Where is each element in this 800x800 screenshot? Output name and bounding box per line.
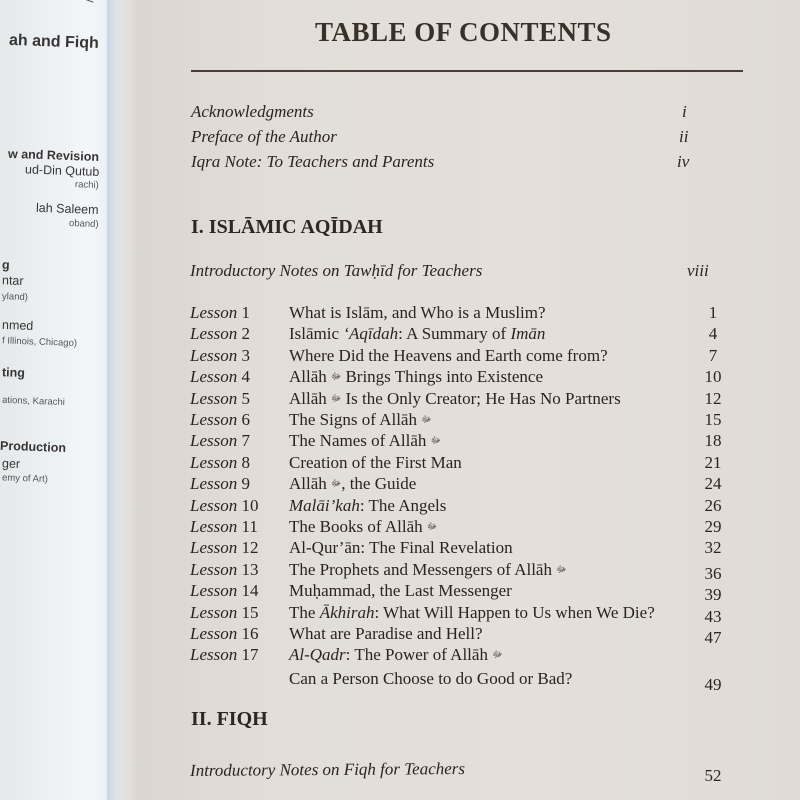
lesson-title-term: Malāi’kah [289, 495, 360, 515]
toc-page-number: 39 [704, 585, 722, 605]
lesson-title-term: Al-Qadr [289, 645, 346, 665]
toc-page-number: 52 [704, 766, 722, 785]
toc-page-number: 36 [704, 563, 722, 583]
lesson-word: Lesson [190, 367, 238, 387]
credit-heading: Production [0, 438, 67, 455]
toc-entry-lesson-12[interactable] [289, 539, 513, 556]
toc-entry-lesson-17-subtitle[interactable]: Can a Person Choose to do Good or Bad? [289, 668, 573, 688]
toc-page-number: 18 [704, 431, 722, 451]
toc-entry-lesson-15[interactable] [289, 604, 655, 621]
lesson-title-text: : The Power of Allāh [345, 645, 493, 665]
toc-entry-lesson-2[interactable] [289, 325, 545, 342]
credit-affiliation: ations, Karachi [1, 394, 66, 408]
lesson-index: 2 [241, 324, 250, 344]
credit-heading: ting [1, 365, 26, 380]
lesson-index: 14 [241, 581, 259, 601]
lesson-title-text: : The Angels [359, 495, 447, 515]
lesson-title-text: Allāh [289, 474, 332, 494]
lesson-word: Lesson [190, 452, 238, 472]
lesson-number [190, 518, 258, 535]
lesson-title-text: Allāh [289, 388, 332, 408]
lesson-word: Lesson [190, 645, 238, 665]
honorific-icon: ﷻ [430, 435, 441, 446]
toc-entry-lesson-5[interactable] [289, 390, 621, 407]
toc-entry-lesson-10[interactable] [289, 497, 446, 514]
toc-page-number: 15 [704, 410, 722, 429]
lesson-title-text: What is Islām, and Who is a Muslim? [289, 303, 546, 322]
credit-affiliation: rachi) [75, 179, 100, 191]
lesson-number [190, 432, 250, 449]
lesson-number [190, 625, 258, 642]
lesson-title-term: ‘Aqīdah [343, 324, 399, 344]
lesson-word: Lesson [190, 581, 238, 601]
toc-entry-preface[interactable]: Preface of the Author [191, 127, 337, 146]
page-title: TABLE OF CONTENTS [315, 17, 612, 47]
lesson-index: 17 [241, 645, 259, 665]
lesson-number [190, 582, 258, 599]
toc-entry-acknowledgments[interactable]: Acknowledgments [191, 102, 314, 121]
credit-affiliation: yland) [1, 291, 29, 303]
section-heading-fiqh: II. FIQH [191, 708, 268, 730]
lesson-index: 5 [241, 388, 250, 408]
lesson-number [190, 646, 258, 663]
credit-name: nmed [1, 317, 34, 333]
lesson-number [190, 390, 250, 407]
credit-name: ntar [1, 273, 24, 288]
toc-page-number: viii [687, 261, 709, 280]
toc-page-number: 1 [708, 303, 718, 322]
lesson-index: 13 [241, 559, 259, 579]
honorific-icon: ﷻ [426, 521, 438, 531]
lesson-word: Lesson [190, 431, 238, 451]
lesson-index: 8 [241, 452, 250, 472]
lesson-title-text: The Prophets and Messengers of Allāh [289, 559, 557, 579]
lesson-word: Lesson [190, 345, 238, 365]
credit-name: lah Saleem [36, 200, 100, 217]
lesson-number [190, 475, 250, 492]
lesson-title-text: Muḥammad, the Last Messenger [289, 581, 512, 601]
toc-page-number: 47 [704, 628, 722, 647]
lesson-index: 4 [241, 367, 250, 387]
lesson-index: 11 [241, 517, 258, 536]
lesson-word: Lesson [190, 303, 238, 322]
left-page [0, 0, 107, 800]
toc-entry-lesson-7[interactable] [289, 432, 441, 449]
title-rule [191, 70, 743, 72]
credit-affiliation: oband) [69, 217, 100, 230]
credit-heading: g [1, 257, 10, 272]
lesson-index: 1 [241, 303, 250, 322]
toc-page-number: 21 [704, 452, 722, 472]
lesson-number [190, 411, 250, 428]
lesson-title-text: The Books of Allāh [289, 517, 427, 536]
lesson-word: Lesson [190, 495, 238, 515]
lesson-number [190, 304, 250, 321]
lesson-number [190, 561, 258, 578]
lesson-title-text: The [289, 602, 320, 622]
credit-affiliation: f Illinois, Chicago) [1, 335, 78, 349]
lesson-title-text: The Signs of Allāh [289, 410, 422, 429]
honorific-icon: ﷻ [331, 478, 342, 489]
honorific-icon: ﷻ [331, 371, 342, 382]
lesson-number [190, 368, 250, 385]
lesson-number [190, 347, 250, 364]
toc-entry-lesson-13[interactable] [289, 561, 566, 578]
lesson-number [190, 539, 258, 556]
lesson-title-text: What are Paradise and Hell? [289, 624, 483, 643]
toc-page-number: 26 [704, 495, 722, 515]
lesson-word: Lesson [190, 624, 238, 643]
lesson-word: Lesson [190, 602, 238, 622]
toc-entry-iqra-note[interactable]: Iqra Note: To Teachers and Parents [191, 152, 435, 171]
lesson-word: Lesson [190, 474, 238, 494]
lesson-title-text: Al-Qur’ān: The Final Revelation [289, 538, 513, 558]
section-heading-aqidah: I. ISLĀMIC AQĪDAH [191, 216, 383, 238]
toc-entry-lesson-17[interactable] [289, 646, 502, 663]
honorific-icon: ﷻ [556, 563, 567, 574]
lesson-title-text: Islāmic [289, 324, 344, 344]
toc-entry-tawhid-intro[interactable]: Introductory Notes on Tawḥīd for Teachers [190, 261, 483, 280]
lesson-word: Lesson [190, 538, 238, 558]
lesson-index: 12 [241, 538, 259, 558]
lesson-title-text: , the Guide [341, 474, 417, 494]
book-gutter [107, 0, 137, 800]
lesson-title-text: Is the Only Creator; He Has No Partners [341, 388, 621, 408]
lesson-word: Lesson [190, 559, 238, 579]
honorific-icon: ﷻ [421, 414, 432, 424]
toc-entry-lesson-16[interactable] [289, 625, 483, 642]
lesson-number [190, 454, 250, 471]
lesson-number [190, 604, 258, 621]
lesson-index: 15 [241, 602, 259, 622]
toc-page-number: ii [679, 127, 689, 146]
lesson-index: 9 [241, 474, 250, 494]
toc-page-number: 24 [704, 474, 722, 494]
lesson-number [190, 325, 250, 342]
lesson-title-text: Creation of the First Man [289, 452, 462, 472]
credit-name: ud-Din Qutub [24, 162, 100, 179]
lesson-title-text: : A Summary of [398, 324, 511, 344]
toc-page [137, 0, 800, 800]
toc-entry-lesson-3[interactable] [289, 347, 608, 364]
honorific-icon: ﷻ [492, 649, 503, 660]
toc-page-number: i [682, 102, 687, 121]
toc-page-number: 10 [704, 367, 722, 387]
toc-page-number: 29 [704, 517, 722, 536]
toc-page-number: 7 [708, 345, 718, 365]
credit-name: ger [1, 456, 21, 471]
toc-page-number: 43 [704, 606, 722, 626]
lesson-index: 3 [241, 345, 250, 365]
toc-entry-lesson-1[interactable] [289, 304, 546, 321]
toc-page-number: 4 [708, 324, 718, 344]
lesson-title-text: Allāh [289, 367, 332, 387]
lesson-title-term: Ākhirah [319, 602, 375, 622]
decorative-rule [72, 0, 93, 3]
lesson-title-text: The Names of Allāh [289, 431, 431, 451]
toc-entry-lesson-9[interactable] [289, 475, 416, 492]
toc-entry-lesson-11[interactable] [289, 518, 437, 535]
toc-entry-lesson-4[interactable] [289, 368, 543, 385]
lesson-index: 10 [241, 495, 259, 515]
lesson-index: 16 [241, 624, 259, 643]
lesson-word: Lesson [190, 324, 238, 344]
lesson-word: Lesson [190, 517, 238, 536]
toc-entry-fiqh-intro[interactable]: Introductory Notes on Fiqh for Teachers [189, 759, 466, 780]
toc-page-number: iv [677, 152, 690, 171]
toc-page-number: 32 [704, 538, 722, 558]
lesson-word: Lesson [190, 410, 238, 429]
lesson-title-text: : What Will Happen to Us when We Die? [374, 602, 655, 622]
lesson-index: 6 [241, 410, 250, 429]
book-title-fragment: ah and Fiqh [8, 31, 100, 52]
lesson-title-text: Brings Things into Existence [341, 367, 543, 387]
lesson-number [190, 497, 258, 514]
honorific-icon: ﷻ [331, 392, 342, 403]
lesson-title-term: Imān [510, 324, 546, 344]
credit-heading: w and Revision [7, 146, 100, 164]
toc-entry-lesson-14[interactable] [289, 582, 512, 599]
toc-entry-lesson-6[interactable] [289, 411, 431, 428]
toc-entry-lesson-8[interactable] [289, 454, 462, 471]
toc-page-number: 12 [704, 388, 722, 408]
lesson-index: 7 [241, 431, 250, 451]
toc-page-number: 49 [704, 674, 722, 694]
credit-affiliation: emy of Art) [1, 472, 49, 485]
lesson-word: Lesson [190, 388, 238, 408]
lesson-title-text: Where Did the Heavens and Earth come from? [289, 345, 608, 365]
